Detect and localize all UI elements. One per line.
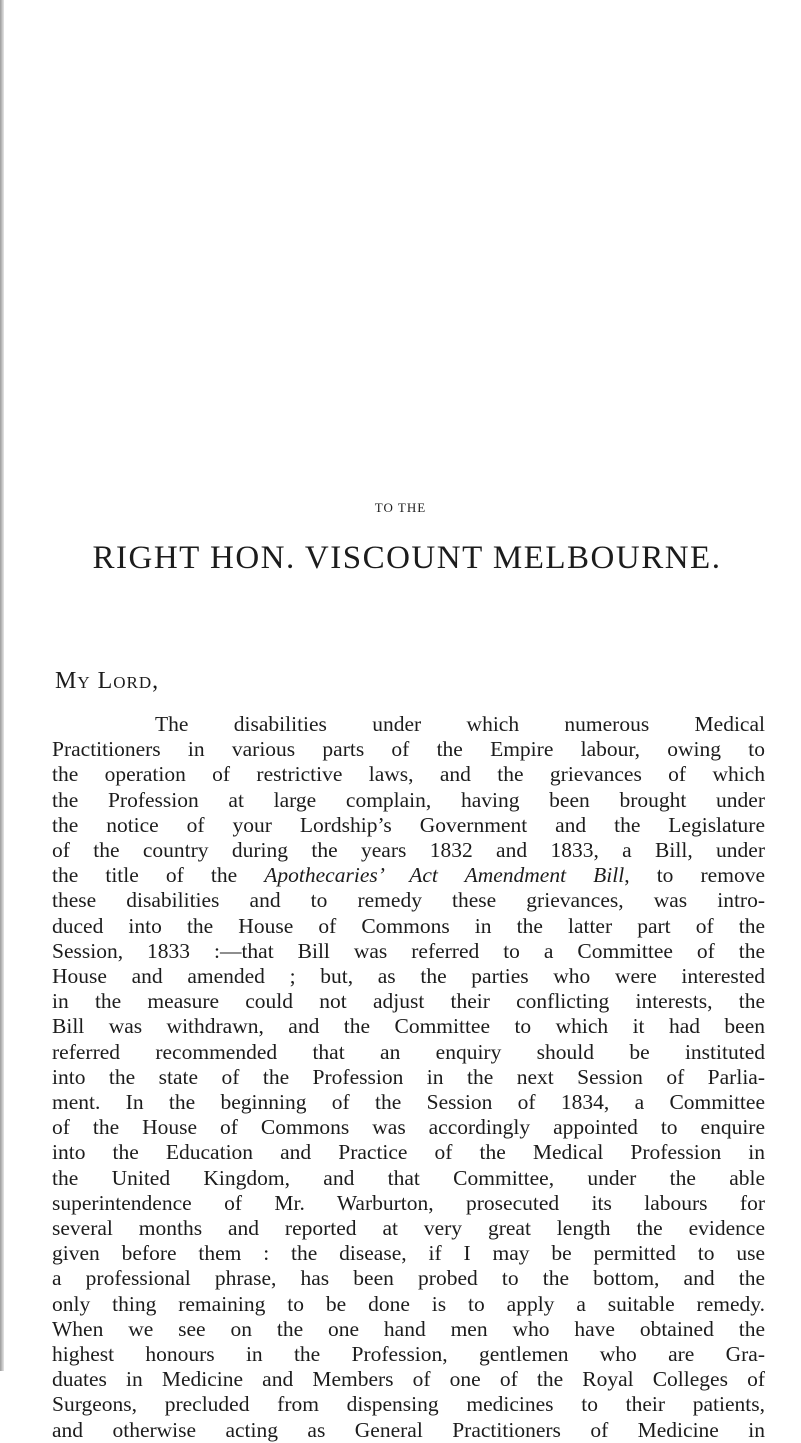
body-line: only thing remaining to be done is to apply a suitable remedy.	[52, 1291, 765, 1316]
body-line: the notice of your Lordship’s Government and the Legislature	[52, 812, 765, 837]
body-line: and otherwise acting as General Practitioners of Medicine in	[52, 1417, 765, 1442]
body-line: the United Kingdom, and that Committee, under the able	[52, 1165, 765, 1190]
body-line: into the state of the Profession in the next Session of Parlia-	[52, 1064, 765, 1089]
body-line: in the measure could not adjust their conflicting interests, the	[52, 989, 765, 1014]
body-line: duates in Medicine and Members of one of the Royal Colleges of	[52, 1367, 765, 1392]
body-line: The disabilities under which numerous Medical	[155, 712, 765, 736]
body-line: ment. In the beginning of the Session of 1834, a Committee	[52, 1090, 765, 1115]
body-line: When we see on the one hand men who have obtained the	[52, 1316, 765, 1341]
dedication-heading: TO THE	[374, 500, 427, 515]
body-line: into the Education and Practice of the Medical Profession in	[52, 1140, 765, 1165]
body-line: the operation of restrictive laws, and the grievances of which	[52, 762, 765, 787]
bill-title: Apothecaries’ Act Amendment Bill	[264, 863, 625, 888]
body-line: Surgeons, precluded from dispensing medicines to their patients,	[52, 1392, 765, 1417]
body-line: the Profession at large complain, having been brought under	[52, 787, 765, 812]
body-line: given before them : the disease, if I may be permitted to use	[52, 1241, 765, 1266]
body-line: of the House of Commons was accordingly appointed to enquire	[52, 1115, 765, 1140]
body-line: referred recommended that an enquiry should be instituted	[52, 1039, 765, 1064]
page-binding-edge	[0, 0, 4, 1371]
body-line: the title of the Apothecaries’ Act Amendment Bill, to remove	[52, 863, 765, 888]
body-line: Practitioners in various parts of the Empire labour, owing to	[52, 737, 765, 762]
body-line: of the country during the years 1832 and 1833, a Bill, under	[52, 838, 765, 863]
body-line: Session, 1833 :—that Bill was referred to a Committee of the	[52, 938, 765, 963]
body-line: duced into the House of Commons in the latter part of the	[52, 913, 765, 938]
body-line: Bill was withdrawn, and the Committee to which it had been	[52, 1014, 765, 1039]
body-line: several months and reported at very great length the evidence	[52, 1216, 765, 1241]
body-line: superintendence of Mr. Warburton, prosecuted its labours for	[52, 1190, 765, 1215]
body-line: a professional phrase, has been probed to the bottom, and the	[52, 1266, 765, 1291]
letter-salutation: My Lord,	[55, 668, 160, 694]
body-line: highest honours in the Profession, gentlemen who are Gra-	[52, 1342, 765, 1367]
body-line: House and amended ; but, as the parties who were interested	[52, 964, 765, 989]
letter-body	[52, 712, 765, 1443]
body-line: these disabilities and to remedy these grievances, was intro-	[52, 888, 765, 913]
dedicatee-name: RIGHT HON. VISCOUNT MELBOURNE.	[92, 540, 722, 576]
